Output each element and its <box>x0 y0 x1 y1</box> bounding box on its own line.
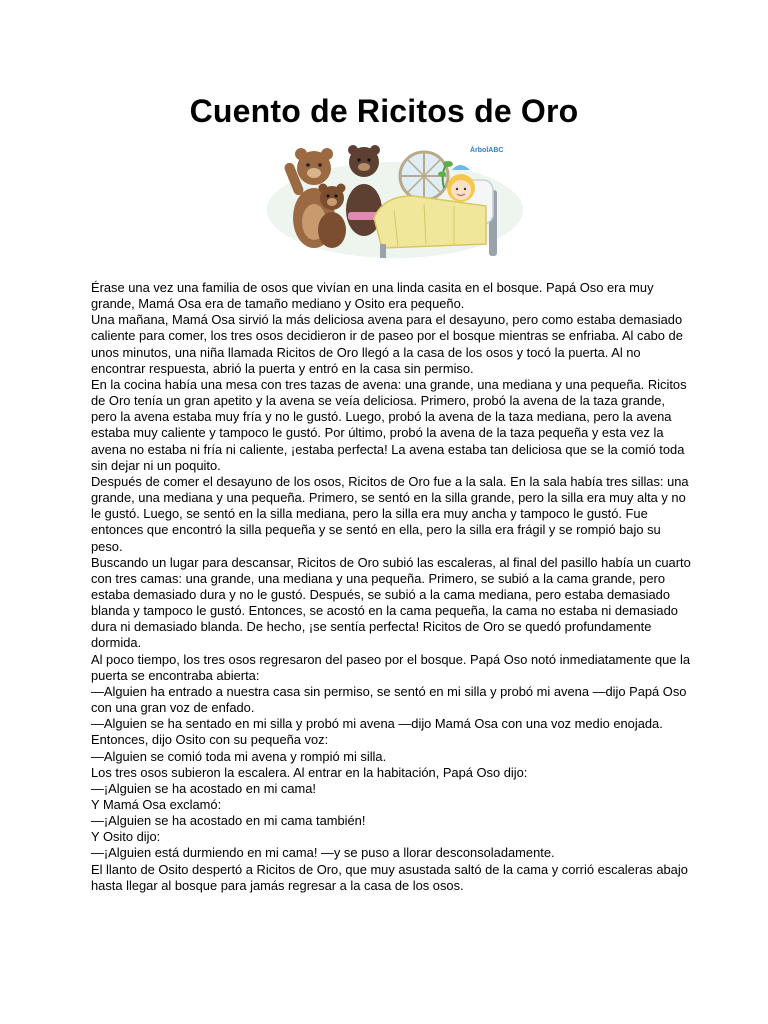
paragraph: —Alguien ha entrado a nuestra casa sin permiso, se sentó en mi silla y probó mi avena —dijo Papá Oso con una gran voz de enfado. <box>91 683 687 716</box>
paragraph: —¡Alguien se ha acostado en mi cama! <box>91 780 316 796</box>
paragraph: Los tres osos subieron la escalera. Al entrar en la habitación, Papá Oso dijo: <box>91 764 528 780</box>
paragraph: —Alguien se ha sentado en mi silla y probó mi avena —dijo Mamá Osa con una voz medio enojada. <box>91 716 663 732</box>
paragraph: Una mañana, Mamá Osa sirvió la más deliciosa avena para el desayuno, pero como estaba demasiado caliente para comer, los tres osos decidieron ir de paseo por el bosque mientras se enfriaba. Al cabo de unos minutos, una niña llamada Ricitos de Oro llegó a la casa de los osos y tocó la puerta. Al no encontrar respuesta, abrió la puerta y entró en la casa sin permiso. <box>91 312 683 376</box>
paragraph: Buscando un lugar para descansar, Ricitos de Oro subió las escaleras, al final del pasillo había un cuarto con tres camas: una grande, una mediana y una pequeña. Primero, se subió a la cama grande, pero estaba demasiado dura y no le gustó. Después, se subió a la cama mediana, pero estaba demasiado blanda y tampoco le gustó. Entonces, se acostó en la cama pequeña, la cama no estaba ni demasiado dura ni demasiado blanda. De hecho, ¡se sentía perfecta! Ricitos de Oro se quedó profundamente dormida. <box>91 554 691 651</box>
page-title: Cuento de Ricitos de Oro <box>189 93 579 129</box>
paragraph: Al poco tiempo, los tres osos regresaron del paseo por el bosque. Papá Oso notó inmediatamente que la puerta se encontraba abierta: <box>91 651 691 683</box>
paragraph: Y Osito dijo: <box>91 829 161 845</box>
story-illustration <box>264 140 526 262</box>
paragraph: En la cocina había una mesa con tres tazas de avena: una grande, una mediana y una pequeña. Ricitos de Oro tenía un gran apetito y la avena se veía deliciosa. Primero, probó la avena de la taza grande, pero la avena estaba muy fría y no le gustó. Luego, probó la avena de la taza mediana, pero la avena estaba muy caliente y tampoco le gustó. Por último, probó la avena de la taza pequeña y esta vez la avena no estaba ni fría ni caliente, ¡estaba perfecta! La avena estaba tan deliciosa que se la comió toda sin dejar ni un poquito. <box>91 376 687 473</box>
paragraph: —Alguien se comió toda mi avena y rompió mi silla. <box>91 748 387 764</box>
story-text <box>91 280 691 894</box>
brand-logo: ÁrbolABC <box>470 147 504 154</box>
paragraph: El llanto de Osito despertó a Ricitos de Oro, que muy asustada saltó de la cama y corrió escaleras abajo hasta llegar al bosque para jamás regresar a la casa de los osos. <box>91 861 688 893</box>
paragraph: Entonces, dijo Osito con su pequeña voz: <box>91 732 329 748</box>
paragraph: Después de comer el desayuno de los osos, Ricitos de Oro fue a la sala. En la sala había tres sillas: una grande, una mediana y una pequeña. Primero, se sentó en la silla grande, pero la silla era muy alta y no le gustó. Luego, se sentó en la silla mediana, pero la silla era muy ancha y tampoco le gustó. Fue entonces que encontró la silla pequeña y se sentó en ella, pero la silla era frágil y se rompió bajo su peso. <box>91 473 689 554</box>
paragraph: Y Mamá Osa exclamó: <box>91 797 222 812</box>
paragraph: —¡Alguien se ha acostado en mi cama también! <box>91 813 366 829</box>
paragraph: —¡Alguien está durmiendo en mi cama! —y se puso a llorar desconsoladamente. <box>91 845 555 861</box>
paragraph: Érase una vez una familia de osos que vivían en una linda casita en el bosque. Papá Oso era muy grande, Mamá Osa era de tamaño mediano y Osito era pequeño. <box>91 280 654 312</box>
